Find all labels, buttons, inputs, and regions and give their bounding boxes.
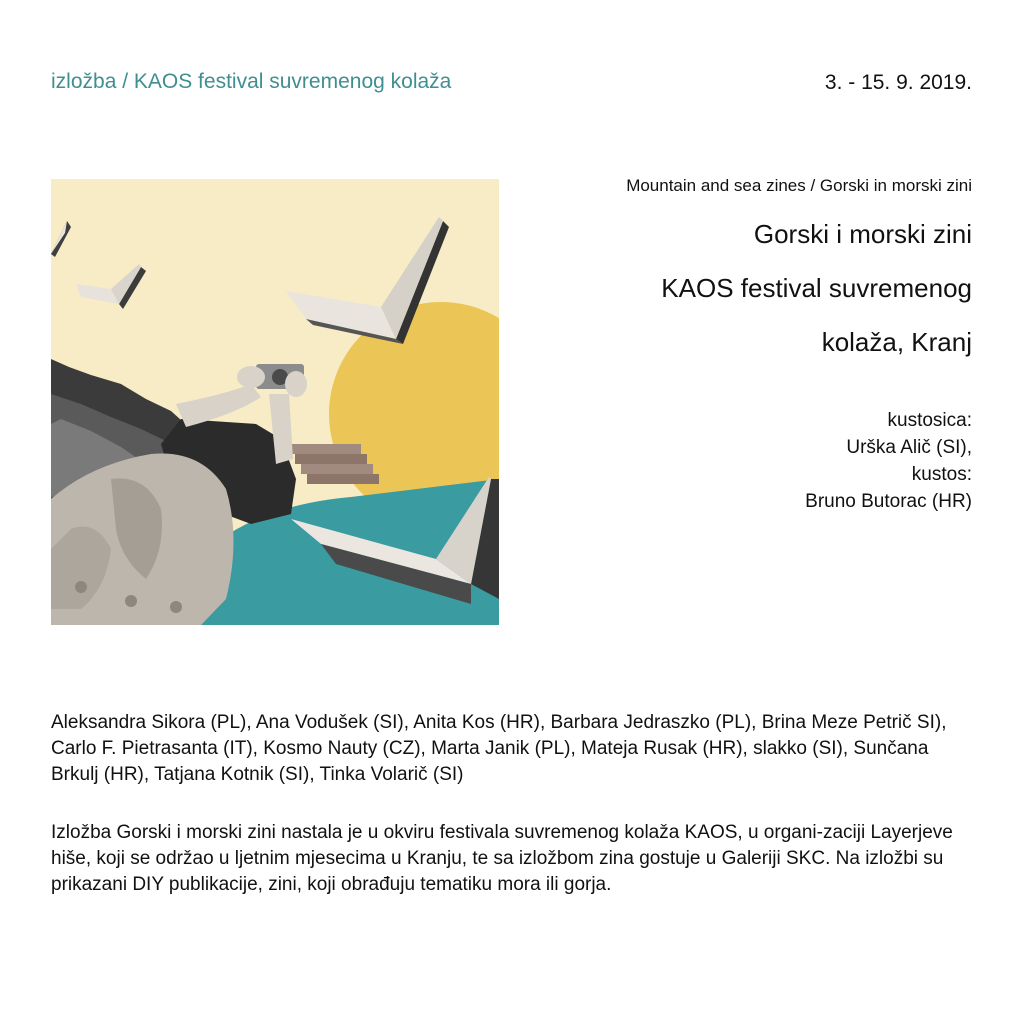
exhibition-info [512,174,972,515]
title-line-3: kolaža, Kranj [821,327,972,357]
collage-image [51,179,499,625]
exhibition-subtitle: Mountain and sea zines / Gorski in morski zini [626,176,972,195]
artists-list: Aleksandra Sikora (PL), Ana Vodušek (SI), Anita Kos (HR), Barbara Jedraszko (PL), Brina Meze Petrič SI), Carlo F. Pietrasanta (IT), Kosmo Nauty (CZ), Marta Janik (PL), Mateja Rusak (HR), slakko (SI), Sunčana Brkulj (HR), Tatjana Kotnik (SI), Tinka Volarič (SI) [51,712,947,785]
curators [512,407,972,515]
exhibition-description: Izložba Gorski i morski zini nastala je u okviru festivala suvremenog kolaža KAOS, u organi-zaciji Layerjeve hiše, koji se održao u ljetnim mjesecima u Kranju, te sa izložbom zina gostuje u Galeriji SKC. Na izložbi su prikazani DIY publikacije, zini, koji obrađuju tematiku mora ili gorja. [51,822,953,895]
curator-m-name: Bruno Butorac (HR) [805,491,972,512]
exhibition-title [512,207,972,369]
title-line-2: KAOS festival suvremenog [661,273,972,303]
curator-f-name: Urška Alič (SI), [846,437,972,458]
exhibition-header: izložba / KAOS festival suvremenog kolaža [51,70,452,93]
curator-m-label: kustos: [911,464,972,485]
curator-f-label: kustosica: [887,410,972,431]
title-line-1: Gorski i morski zini [753,219,972,249]
exhibition-dates: 3. - 15. 9. 2019. [824,71,972,94]
